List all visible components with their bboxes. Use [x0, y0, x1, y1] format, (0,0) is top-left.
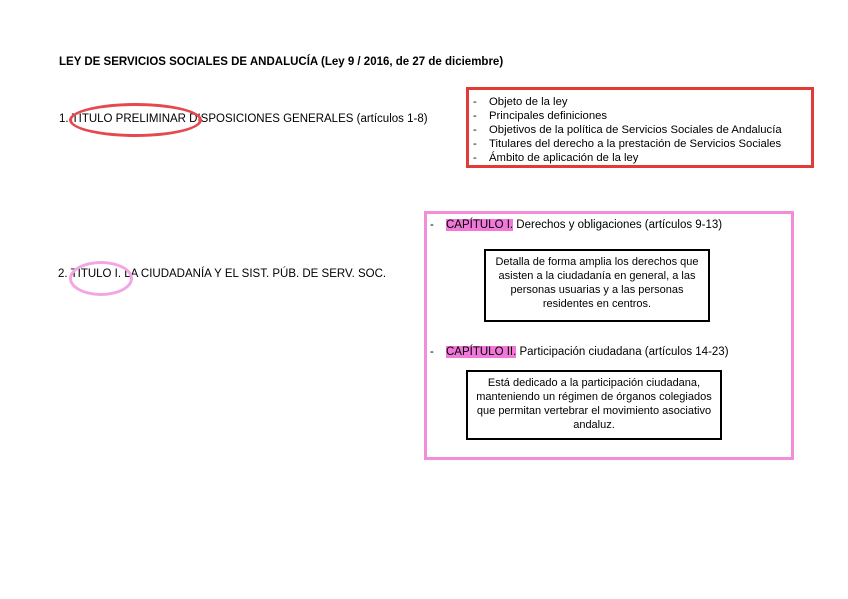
bullet-dash: -: [473, 124, 477, 136]
list-item: [473, 123, 811, 137]
list-item: [473, 151, 811, 165]
section-1-topics-box: [466, 87, 814, 168]
chapter-1-description: Detalla de forma amplia los derechos que asisten a la ciudadanía en general, a las personas usuarias y a las personas residentes en centros.: [495, 256, 699, 310]
list-item-text: Titulares del derecho a la prestación de Servicios Sociales: [489, 138, 782, 150]
chapter-1-label: CAPÍTULO I.: [446, 219, 514, 231]
chapter-2-description-box: [466, 370, 722, 440]
bullet-dash: -: [473, 96, 477, 108]
document-title: LEY DE SERVICIOS SOCIALES DE ANDALUCÍA (Ley 9 / 2016, de 27 de diciembre): [59, 56, 504, 68]
section-1-topics-list: [469, 90, 811, 165]
section-2-number: 2.: [58, 268, 68, 280]
section-1-number: 1.: [59, 113, 69, 125]
section-1-title-highlighted: TÍTULO PRELIMINAR: [71, 113, 186, 125]
chapter-2-text: Participación ciudadana (artículos 14-23): [516, 346, 729, 358]
list-item-text: Ámbito de aplicación de la ley: [489, 152, 639, 164]
bullet-dash: -: [473, 138, 477, 150]
bullet-dash: -: [473, 110, 477, 122]
section-1-title-rest: DISPOSICIONES GENERALES (artículos 1-8): [185, 113, 428, 125]
section-1-circle-annotation: [69, 103, 202, 137]
bullet-dash: -: [430, 219, 434, 231]
chapter-2-label: CAPÍTULO II.: [446, 346, 517, 358]
section-2-title-rest: . LA CIUDADANÍA Y EL SIST. PÚB. DE SERV. SOC.: [117, 268, 387, 280]
chapter-2-description: Está dedicado a la participación ciudadana, manteniendo un régimen de órganos colegiados que permitan vertebrar el movimiento asociativo andaluz.: [476, 377, 712, 431]
list-item: [473, 109, 811, 123]
chapter-1-description-box: [484, 249, 710, 322]
list-item: [473, 137, 811, 151]
section-2-circle-annotation: [69, 261, 133, 296]
chapter-2-line: [430, 346, 729, 358]
list-item-text: Objeto de la ley: [489, 96, 568, 108]
section-2-title-highlighted: TÍTULO I: [70, 268, 118, 280]
list-item-text: Objetivos de la política de Servicios Sociales de Andalucía: [489, 124, 782, 136]
list-item: [473, 95, 811, 109]
bullet-dash: -: [473, 152, 477, 164]
chapter-1-text: Derechos y obligaciones (artículos 9-13): [513, 219, 723, 231]
chapter-1-line: [430, 219, 722, 231]
bullet-dash: -: [430, 346, 434, 358]
list-item-text: Principales definiciones: [489, 110, 608, 122]
